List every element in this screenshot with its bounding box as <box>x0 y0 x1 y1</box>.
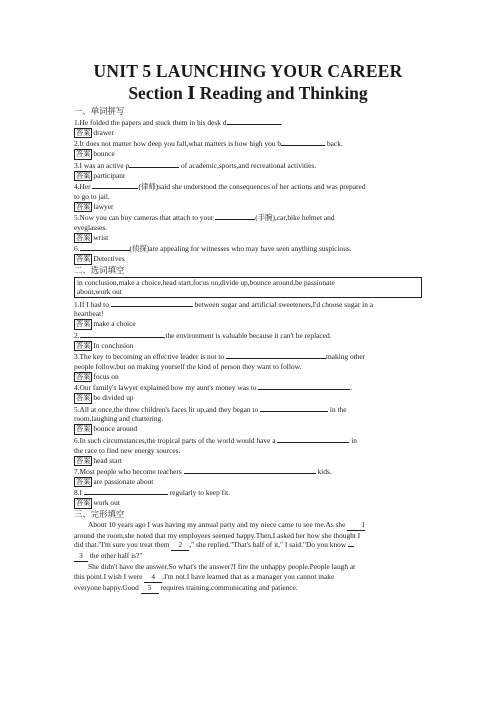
answer-blank[interactable] <box>184 466 316 474</box>
cloze-blank-3-start[interactable] <box>348 546 354 547</box>
fill-question-4: 4.Our family's lawyer explained how my aunt's money was to . <box>74 383 353 393</box>
fill-question-1-cont: heartbeat! <box>74 309 104 319</box>
part1-heading: 一、单词拼写 <box>74 107 125 116</box>
cloze-blank-4[interactable]: 4 <box>144 572 162 583</box>
cloze-paragraph-2-line3: everyone happy.Good 5 requires training,communicating and patience. <box>74 583 298 593</box>
answer-blank[interactable] <box>80 330 164 338</box>
answer-blank[interactable] <box>84 487 168 495</box>
answer-blank[interactable] <box>277 435 349 443</box>
fill-question-6-cont: the race to find new energy sources. <box>74 445 181 455</box>
cloze-blank-2[interactable]: 2 <box>171 540 189 551</box>
question-4: 4.Her (律师)said she understood the consequences of her actions and was prepared <box>74 181 366 191</box>
word-bank-line: in conclusion,make a choice,head start,focus on,divide up,bounce around,be passionate <box>77 277 335 287</box>
answer-line: 答案 make a choice <box>76 319 136 329</box>
answer-blank[interactable] <box>258 382 350 390</box>
page-title: UNIT 5 LAUNCHING YOUR CAREER <box>93 61 403 81</box>
answer-line: 答案 participant <box>76 170 125 180</box>
answer-line: 答案 bounce <box>76 149 115 159</box>
answer-blank[interactable] <box>260 404 328 412</box>
answer-tag: 答案 <box>76 150 91 159</box>
answer-tag: 答案 <box>76 456 91 465</box>
question-3: 3.I was an active p of academic,sports,and recreational activities. <box>74 160 317 170</box>
cloze-blank-5[interactable]: 5 <box>141 583 159 594</box>
fill-question-2: 2. ,the environment is valuable because it can't be replaced. <box>74 330 332 340</box>
cloze-paragraph-2: She didn't have the answer.So what's the answer?I fire the unhappy people.People laugh at <box>88 562 356 572</box>
cloze-blank-1[interactable]: 1 <box>347 520 365 531</box>
fill-question-5: 5.All at once,the three children's faces lit up,and they began to in the <box>74 404 347 414</box>
question-5-cont: eyeglasses. <box>74 223 108 233</box>
answer-tag: 答案 <box>76 202 91 211</box>
answer-blank[interactable] <box>92 181 138 189</box>
answer-tag: 答案 <box>76 341 91 350</box>
answer-blank[interactable] <box>227 117 281 125</box>
question-1: 1.He folded the papers and stuck them in his desk d . <box>74 118 283 127</box>
answer-blank[interactable] <box>226 351 326 359</box>
answer-line: 答案 In conclusion <box>76 340 134 350</box>
question-4-cont: to go to jail. <box>74 191 110 201</box>
answer-tag: 答案 <box>76 171 91 180</box>
fill-question-3-cont: people follow,but on making yourself the kind of person they want to follow. <box>74 361 302 371</box>
answer-tag: 答案 <box>76 425 91 434</box>
fill-question-1: 1.If I had to between sugar and artificial sweeteners,I'd choose sugar in a <box>74 299 374 309</box>
answer-line: 答案 Detectives <box>76 254 125 264</box>
fill-question-3: 3.The key to becoming an effective leader is not to making other <box>74 352 366 362</box>
question-2: 2.It does not matter how deep you fall,what matters is how high you b back. <box>74 139 343 149</box>
answer-line: 答案 drawer <box>76 127 114 137</box>
answer-blank[interactable] <box>129 160 179 168</box>
part3-heading: 三、完形填空 <box>74 509 125 519</box>
cloze-paragraph-1-line2: around the room,she noted that my employees seemed happy.Then,I asked her how she thought I <box>74 530 361 540</box>
answer-tag: 答案 <box>76 233 91 242</box>
fill-question-5-cont: room,laughing and chattering. <box>74 414 164 424</box>
fill-question-8: 8.I regularly to keep fit. <box>74 488 231 498</box>
answer-blank[interactable] <box>111 299 193 307</box>
cloze-blank-3[interactable]: 3 <box>74 551 88 562</box>
answer-line: 答案 are passionate about <box>76 476 154 486</box>
answer-blank[interactable] <box>215 212 255 220</box>
answer-tag: 答案 <box>76 499 91 508</box>
question-5: 5.Now you can buy cameras that attach to your (手腕),car,bike helmet and <box>74 213 335 223</box>
word-bank-line: about,work out <box>77 287 122 297</box>
question-6: 6. (侦探)are appealing for witnesses who may have seen anything suspicious. <box>74 244 352 254</box>
cloze-paragraph-1-line4: 3 the other half is?" <box>74 551 422 562</box>
answer-tag: 答案 <box>76 477 91 486</box>
answer-line: 答案 focus on <box>76 371 119 381</box>
answer-blank[interactable] <box>281 138 325 146</box>
answer-line: 答案 lawyer <box>76 201 114 211</box>
answer-line: 答案 be divided up <box>76 393 134 403</box>
section-title: Section Ⅰ Reading and Thinking <box>128 83 368 103</box>
fill-question-6: 6.In such circumstances,the tropical parts of the world would have a in <box>74 435 357 445</box>
worksheet-page <box>74 60 422 594</box>
answer-line: 答案 wrist <box>76 232 109 242</box>
fill-question-7: 7.Most people who become teachers kids. <box>74 467 332 476</box>
answer-line: 答案 head start <box>76 455 122 465</box>
answer-tag: 答案 <box>76 128 91 137</box>
cloze-paragraph-1-line3: did that."I'm sure you treat them 2 ," she replied."That's half of it," I said."Do you know <box>74 540 422 551</box>
answer-line: 答案 bounce around <box>76 424 138 434</box>
answer-tag: 答案 <box>76 255 91 264</box>
word-bank-box <box>74 277 422 298</box>
part2-heading: 二、选词填空 <box>74 265 125 275</box>
answer-tag: 答案 <box>76 372 91 381</box>
answer-tag: 答案 <box>76 394 91 403</box>
answer-tag: 答案 <box>76 320 91 329</box>
answer-blank[interactable] <box>80 243 130 251</box>
answer-line: 答案 work out <box>76 498 120 508</box>
cloze-paragraph-2-line2: this point.I wish I were 4 .I'm not.I have learned that as a manager you cannot make <box>74 572 335 582</box>
cloze-paragraph-1: About 10 years ago I was having my annual party and my niece came to see me.As she 1 <box>88 519 366 529</box>
